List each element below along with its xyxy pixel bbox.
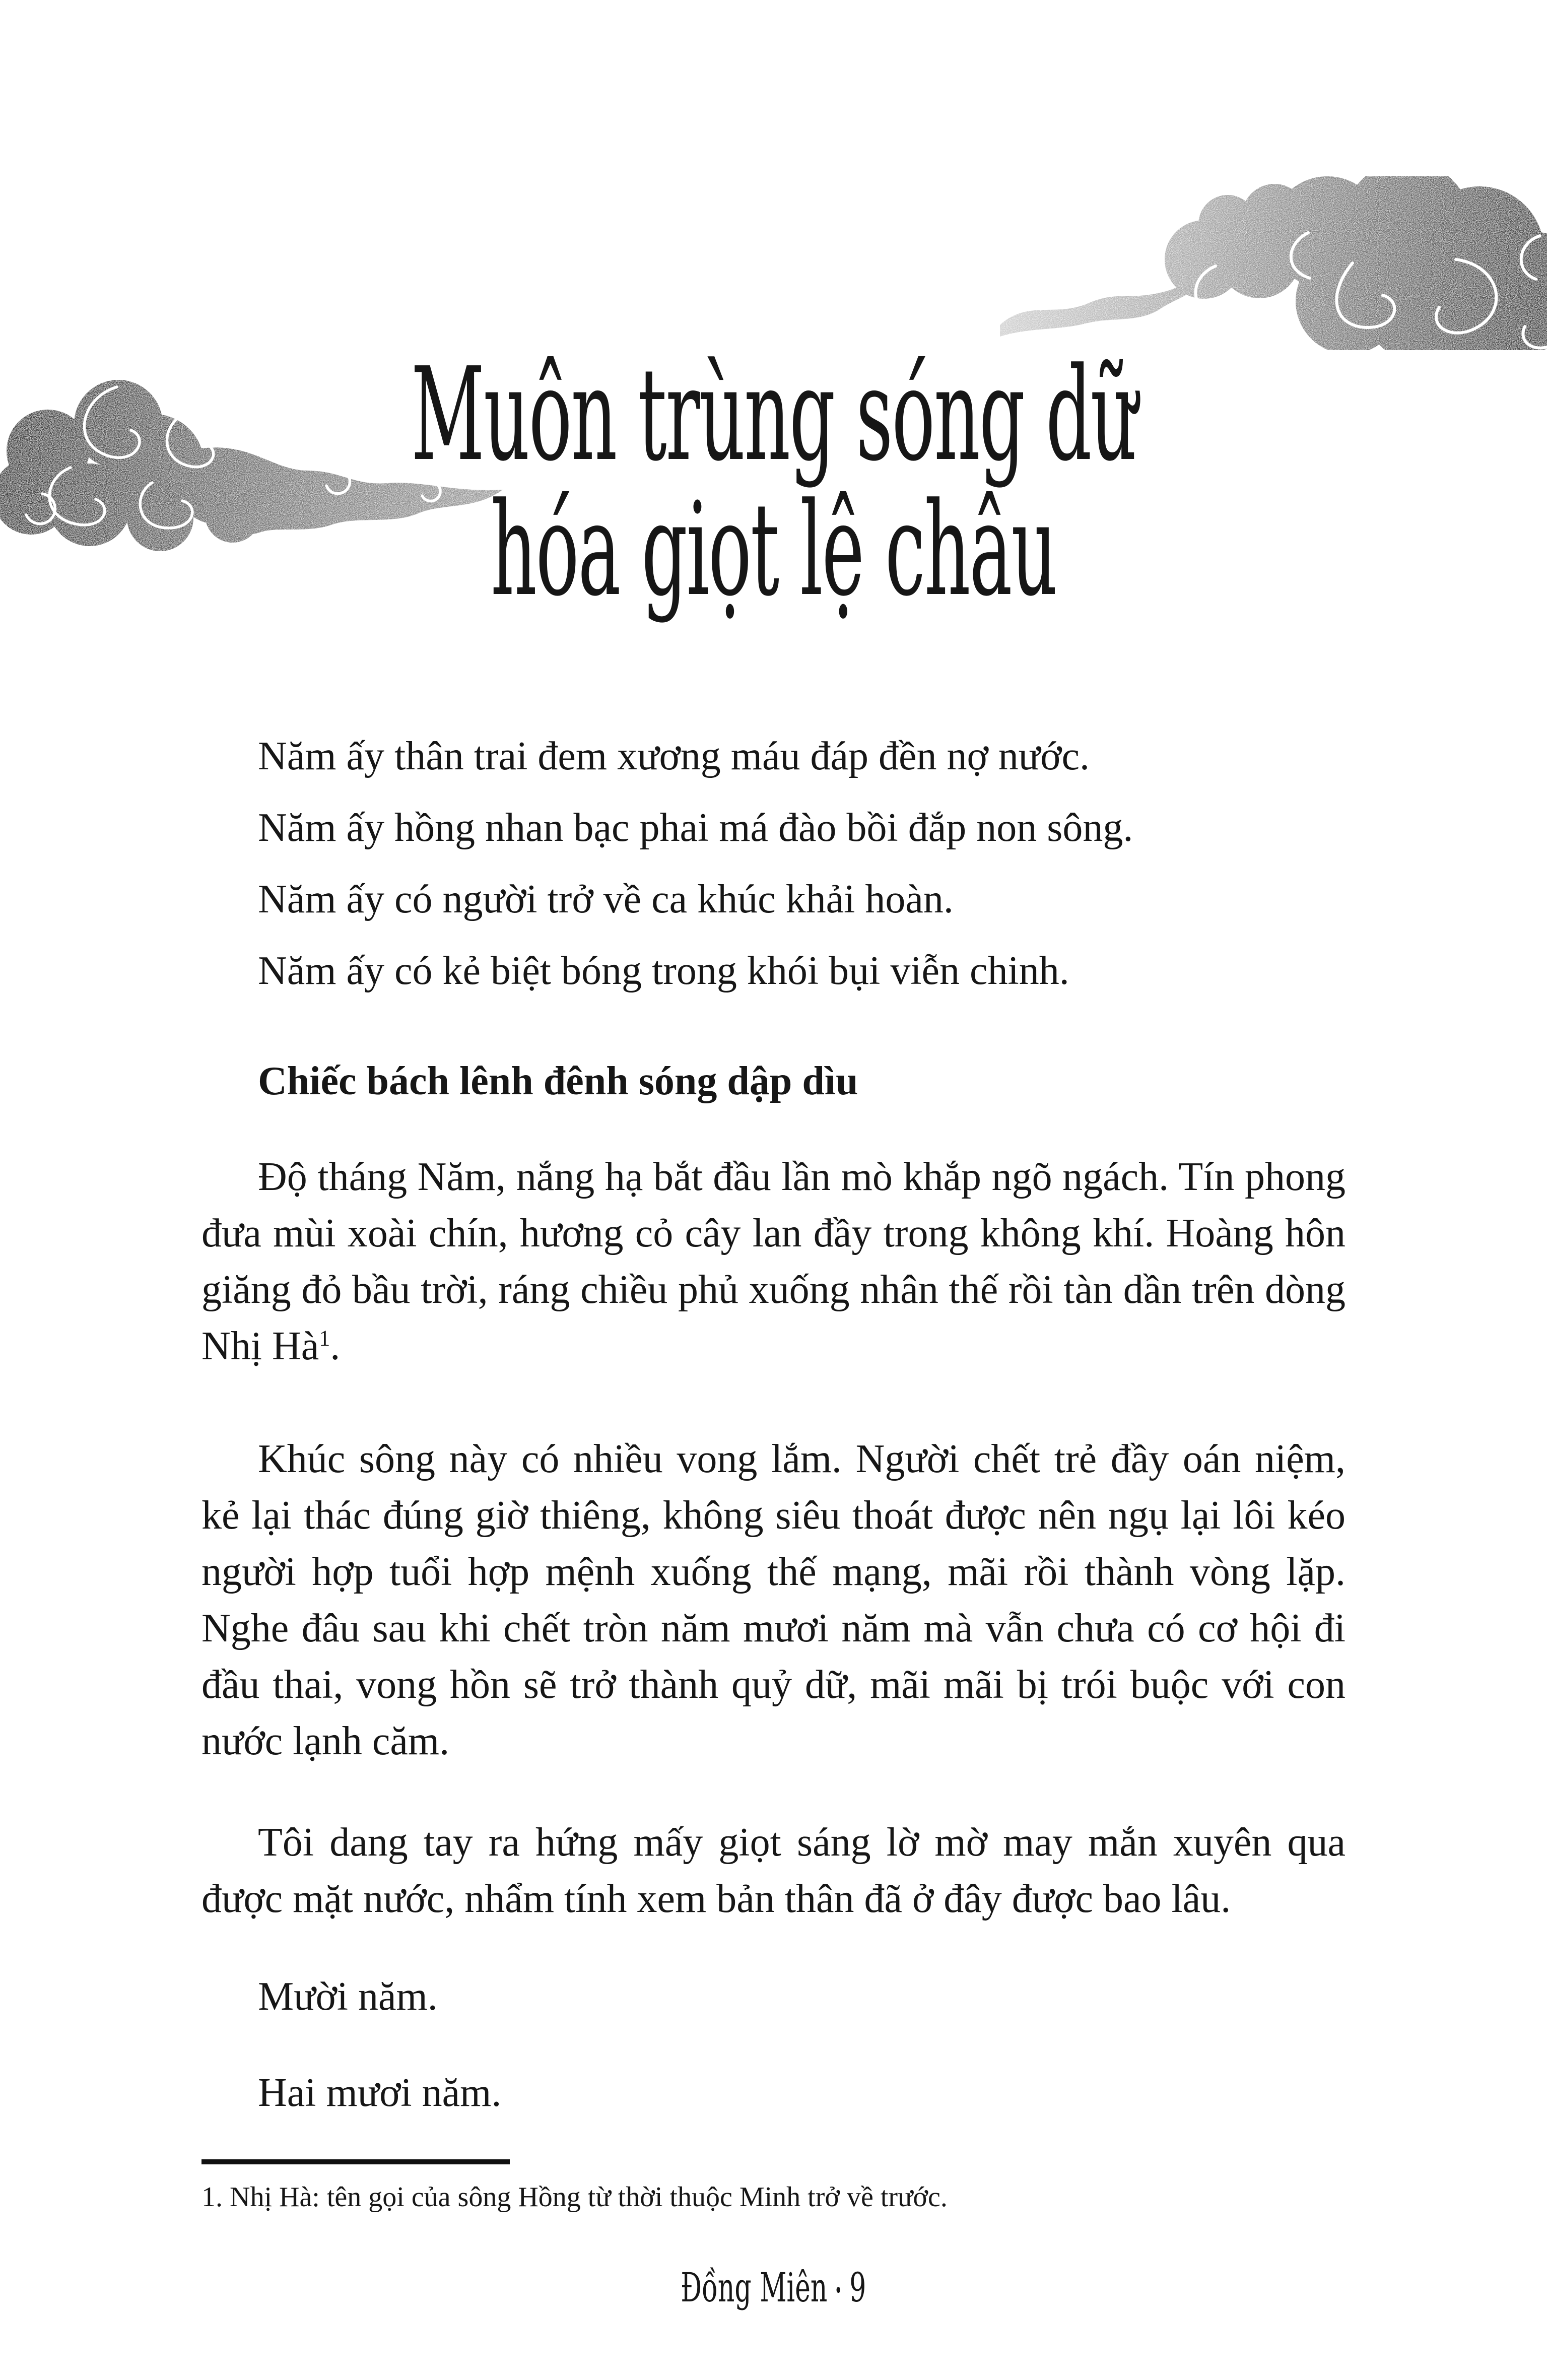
cloud-puff (1296, 248, 1401, 350)
poem-line: Năm ấy có kẻ biệt bóng trong khói bụi viễn chinh. (258, 949, 1069, 993)
cloud-top-right-svg (1000, 176, 1547, 350)
cloud-tail-wisp (1000, 279, 1204, 337)
poem-line: Năm ấy thân trai đem xương máu đáp đền nợ nước. (258, 734, 1090, 778)
paragraph-1 (201, 1149, 1346, 1374)
page-footer (0, 2266, 1547, 2312)
footer-inner (681, 2266, 866, 2312)
footer-separator-dot: • (834, 2279, 843, 2302)
chapter-title-line-1: Muôn trùng sóng dữ (411, 340, 1136, 490)
poem-line: Năm ấy có người trở về ca khúc khải hoàn. (258, 877, 954, 921)
footnote-block (201, 2159, 1346, 2215)
chapter-title (0, 340, 1547, 625)
poem-block (201, 720, 1346, 1007)
cloud-illustration-top-right (1000, 176, 1547, 350)
short-line-2: Hai mươi năm. (258, 2071, 502, 2115)
poem-line: Năm ấy hồng nhan bạc phai má đào bồi đắp non sông. (258, 806, 1133, 850)
chapter-title-line-2: hóa giọt lệ châu (490, 475, 1057, 625)
paragraph-1-tail: . (330, 1324, 341, 1368)
short-line-1: Mười năm. (258, 1974, 438, 2019)
footer-book-title: Đồng Miên (681, 2264, 828, 2311)
paragraph-3: Tôi dang tay ra hứng mấy giọt sáng lờ mờ may mắn xuyên qua được mặt nước, nhẩm tính xem bản thân đã ở đây được bao lâu. (201, 1820, 1346, 1921)
footnote-text: 1. Nhị Hà: tên gọi của sông Hồng từ thời thuộc Minh trở về trước. (201, 2181, 948, 2213)
footnote-reference-1: 1 (319, 1326, 330, 1351)
paragraph-1-text: Độ tháng Năm, nắng hạ bắt đầu lần mò khắp ngõ ngách. Tín phong đưa mùi xoài chín, hương cỏ cây lan đầy trong không khí. Hoàng hôn giăng đỏ bầu trời, ráng chiều phủ xuống nhân thế rồi tàn dần trên dòng Nhị Hà (201, 1155, 1346, 1368)
footnote-divider (201, 2159, 510, 2164)
body-text-column (201, 720, 1346, 2121)
footer-page-number: 9 (849, 2264, 866, 2311)
paragraph-2: Khúc sông này có nhiều vong lắm. Người chết trẻ đầy oán niệm, kẻ lại thác đúng giờ thiêng, không siêu thoát được nên ngụ lại lôi kéo người hợp tuổi hợp mệnh xuống thế mạng, mãi rồi thành vòng lặp. Nghe đâu sau khi chết tròn năm mươi năm mà vẫn chưa có cơ hội đi đầu thai, vong hồn sẽ trở thành quỷ dữ, mãi mãi bị trói buộc với con nước lạnh căm. (201, 1437, 1346, 1763)
section-heading: Chiếc bách lênh đênh sóng dập dìu (258, 1059, 858, 1103)
cloud-body-group (1000, 176, 1547, 350)
